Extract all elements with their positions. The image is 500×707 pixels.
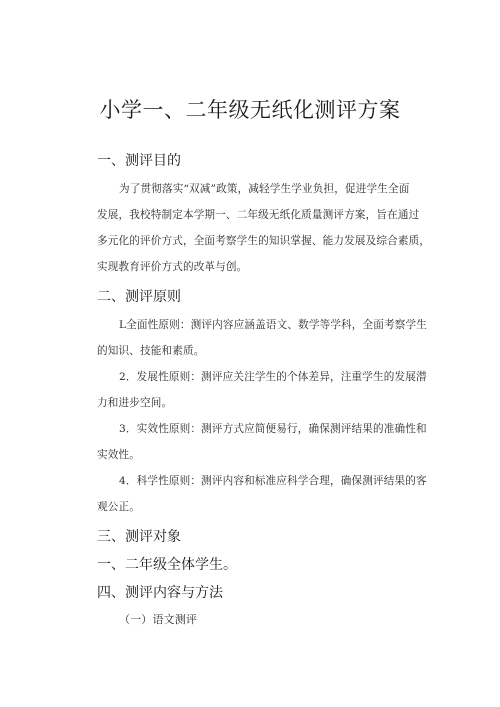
section-heading-principles: 二、测评原则 <box>97 289 181 305</box>
paragraph-line: 实现教育评价方式的改革与创。 <box>97 261 248 273</box>
paragraph-line: 3．实效性原则：测评方式应简便易行，确保测评结果的准确性和 <box>119 423 427 435</box>
document-title: 小学一、二年级无纸化测评方案 <box>99 98 401 122</box>
target-line: 一、二年级全体学生。 <box>97 557 237 573</box>
paragraph-line: 为了贯彻落实“双减”政策，减轻学生学业负担，促进学生全面 <box>119 183 410 195</box>
paragraph-line: 多元化的评价方式，全面考察学生的知识掌握、能力发展及综合素质， <box>97 235 431 247</box>
paragraph-line: 2．发展性原则：测评应关注学生的个体差异，注重学生的发展潜 <box>119 371 427 383</box>
paragraph-line: 发展，我校特制定本学期一、二年级无纸化质量测评方案，旨在通过 <box>97 209 420 221</box>
section-heading-target: 三、测评对象 <box>97 529 181 545</box>
paragraph-line: 观公正。 <box>97 501 140 513</box>
section-heading-content-method: 四、测评内容与方法 <box>97 585 223 601</box>
section-heading-purpose: 一、测评目的 <box>97 153 181 169</box>
paragraph-line: 力和进步空间。 <box>97 397 173 409</box>
subsection-heading-chinese: （一）语文测评 <box>119 613 198 626</box>
paragraph-line: 的知识、技能和素质。 <box>97 345 205 357</box>
paragraph-line: L全面性原则：测评内容应涵盖语文、数学等学科，全面考察学生 <box>119 319 428 331</box>
paragraph-line: 4．科学性原则：测评内容和标准应科学合理，确保测评结果的客 <box>119 475 427 487</box>
paragraph-line: 实效性。 <box>97 449 140 461</box>
